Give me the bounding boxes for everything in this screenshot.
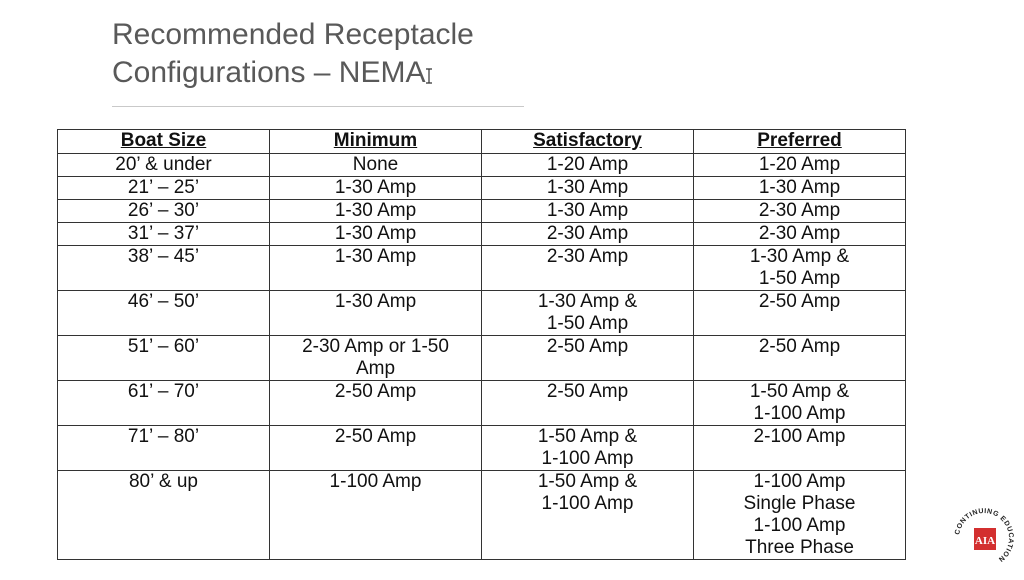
cell-minimum [270,246,482,291]
cell-satisfactory [482,291,694,336]
cell-preferred [694,471,906,560]
title-line-1: Recommended Receptacle [112,18,474,51]
cell-line: 1-50 Amp & [537,471,638,492]
receptacle-table [57,129,906,560]
cell-line: 1-50 Amp & [537,426,638,447]
cell-line: 1-30 Amp [334,177,417,198]
table-row [58,426,906,471]
cell-size: 71’ – 80’ [58,426,270,471]
cell-minimum [270,291,482,336]
table-row [58,223,906,246]
table-row [58,471,906,560]
cell-line: 1-50 Amp [758,268,841,289]
logo-mark-text: AIA [974,535,996,547]
cell-satisfactory [482,246,694,291]
header-satisfactory: Satisfactory [482,130,694,154]
cell-preferred [694,336,906,381]
cell-line: 1-100 Amp [541,493,634,514]
table-row [58,381,906,426]
table-row [58,246,906,291]
cell-line: 1-30 Amp [334,200,417,221]
cell-size: 38’ – 45’ [58,246,270,291]
cell-preferred [694,200,906,223]
cell-minimum [270,426,482,471]
cell-preferred [694,223,906,246]
cell-line: 1-50 Amp & [749,381,850,402]
cell-line: Single Phase [743,493,856,514]
cell-minimum [270,154,482,177]
cell-line: 2-30 Amp [758,223,841,244]
cell-line: 1-30 Amp [334,246,417,267]
cell-minimum [270,177,482,200]
cell-minimum [270,381,482,426]
title-divider [112,106,524,107]
table-row [58,200,906,223]
cell-preferred [694,246,906,291]
cell-preferred [694,291,906,336]
cell-line: 1-30 Amp & [537,291,638,312]
cell-line: Amp [355,358,396,379]
cell-satisfactory [482,200,694,223]
cell-line: 1-30 Amp [758,177,841,198]
cell-line: 1-100 Amp [753,403,846,424]
cell-line: 1-20 Amp [758,154,841,175]
cell-size: 31’ – 37’ [58,223,270,246]
table-row [58,177,906,200]
cell-line: 1-30 Amp [334,223,417,244]
cell-size: 20’ & under [58,154,270,177]
cell-line: 2-50 Amp [546,381,629,402]
cell-line: 2-30 Amp [546,246,629,267]
header-preferred: Preferred [694,130,906,154]
cell-size: 80’ & up [58,471,270,560]
cell-line: 1-30 Amp [334,291,417,312]
cell-satisfactory [482,381,694,426]
cell-line: 2-30 Amp or 1-50 [302,336,449,357]
cell-line: Three Phase [745,537,854,558]
cell-size: 51’ – 60’ [58,336,270,381]
title-line-2 [112,54,474,92]
cell-size: 61’ – 70’ [58,381,270,426]
cell-line: 2-50 Amp [758,291,841,312]
cell-minimum [270,223,482,246]
cell-line: 2-100 Amp [753,426,846,447]
cell-line: 1-100 Amp [753,471,846,492]
cell-satisfactory [482,336,694,381]
header-minimum: Minimum [270,130,482,154]
cell-line: 1-30 Amp & [749,246,850,267]
slide-title [112,16,474,92]
table-body [58,154,906,560]
table-row [58,336,906,381]
cell-preferred [694,177,906,200]
cell-satisfactory [482,471,694,560]
cell-minimum [270,471,482,560]
cell-minimum [270,200,482,223]
cell-satisfactory [482,154,694,177]
text-cursor-icon [426,68,432,84]
cell-preferred [694,426,906,471]
cell-size: 46’ – 50’ [58,291,270,336]
cell-satisfactory [482,426,694,471]
cell-line: 2-50 Amp [334,426,417,447]
table-row [58,154,906,177]
cell-line: 1-50 Amp [546,313,629,334]
cell-satisfactory [482,177,694,200]
cell-line: 2-50 Amp [334,381,417,402]
aia-continuing-education-seal-icon [952,506,1016,570]
cell-preferred [694,154,906,177]
header-boat-size: Boat Size [58,130,270,154]
cell-line: 2-50 Amp [546,336,629,357]
cell-line: 1-30 Amp [546,200,629,221]
table-row [58,291,906,336]
cell-line: None [352,154,399,175]
title-line-2-text: Configurations – NEMA [112,56,426,89]
cell-line: 2-30 Amp [546,223,629,244]
cell-line: 1-100 Amp [329,471,422,492]
table-header-row [58,130,906,154]
cell-line: 2-30 Amp [758,200,841,221]
cell-preferred [694,381,906,426]
cell-line: 1-100 Amp [541,448,634,469]
cell-minimum [270,336,482,381]
cell-line: 1-30 Amp [546,177,629,198]
cell-satisfactory [482,223,694,246]
cell-line: 1-20 Amp [546,154,629,175]
cell-size: 21’ – 25’ [58,177,270,200]
logo-ring-text: CONTINUING EDUCATION [954,507,1015,563]
cell-line: 2-50 Amp [758,336,841,357]
cell-size: 26’ – 30’ [58,200,270,223]
cell-line: 1-100 Amp [753,515,846,536]
